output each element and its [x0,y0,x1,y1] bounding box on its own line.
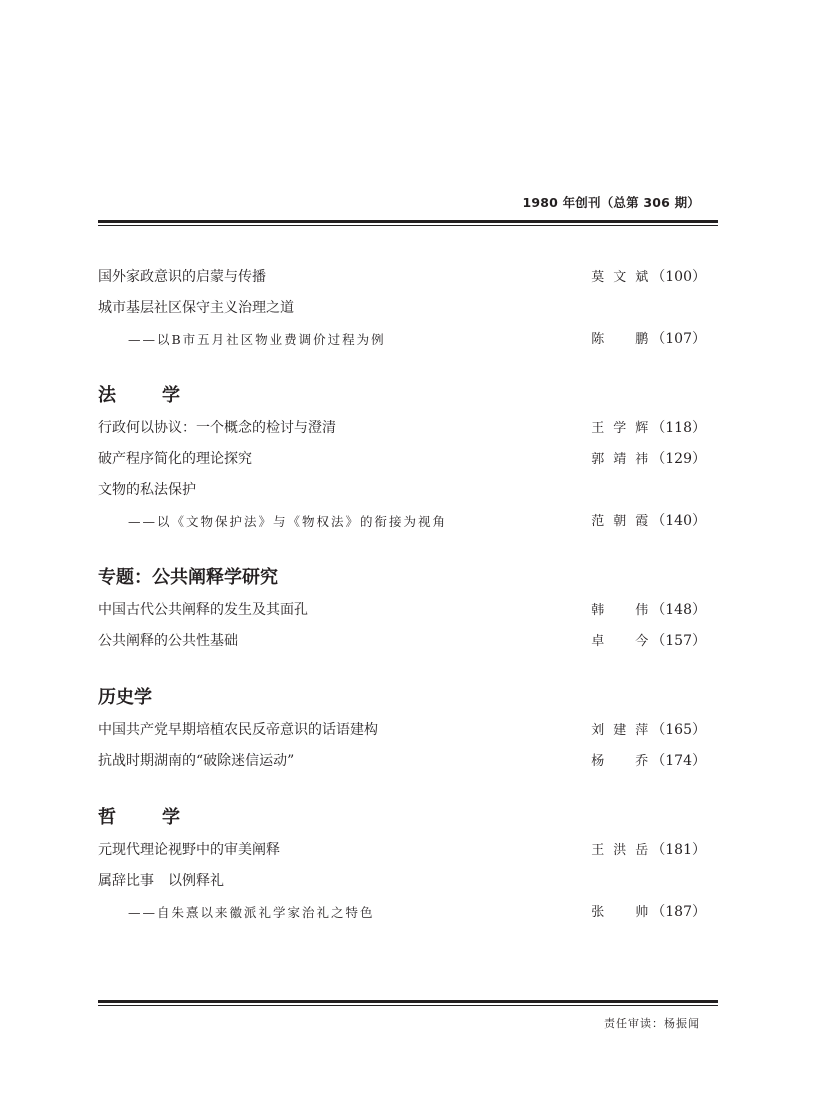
toc-section [98,805,706,928]
author-name: 王洪岳 [591,843,650,858]
author-name: 范朝霞 [591,514,650,529]
responsible-reviewer: 责任审读：杨振闻 [604,1017,700,1030]
article-subtitle: ——以《文物保护法》与《物权法》的衔接为视角 [128,514,448,529]
author-and-page [591,506,706,537]
toc-entry [98,413,706,444]
article-title: 中国共产党早期培植农民反帝意识的话语建构 [98,722,378,738]
author-and-page [591,324,706,355]
top-double-rule [98,220,718,226]
author-name: 杨 乔 [591,754,650,769]
section-heading: 哲 学 [98,807,194,828]
bottom-double-rule [98,1000,718,1006]
author-name: 莫文斌 [591,270,650,285]
author-name: 郭靖祎 [591,452,650,467]
toc-entry [98,866,706,897]
article-title: 国外家政意识的启蒙与传播 [98,269,266,285]
toc-entry [98,475,706,506]
toc-entry [98,444,706,475]
toc-entry [98,626,706,657]
toc-entry [98,897,706,928]
journal-founding-info: 1980 年创刊（总第 306 期） [522,195,700,210]
author-and-page [591,835,706,866]
article-title: 文物的私法保护 [98,482,196,498]
author-name: 韩 伟 [591,603,650,618]
author-name: 刘建萍 [591,723,650,738]
toc-entry [98,506,706,537]
article-title: 属辞比事 以例释礼 [98,873,224,889]
page-number: （165） [651,722,706,738]
toc-entry [98,746,706,777]
table-of-contents [98,262,706,928]
page-number: （157） [651,633,706,649]
page-number: （129） [651,451,706,467]
page-number: （140） [651,513,706,529]
page-number: （181） [651,842,706,858]
toc-section [98,565,706,657]
toc-entry [98,293,706,324]
article-title: 城市基层社区保守主义治理之道 [98,300,294,316]
toc-entry [98,715,706,746]
section-heading: 历史学 [98,687,152,708]
toc-entry [98,595,706,626]
author-name: 张 帅 [591,905,650,920]
article-title: 抗战时期湖南的“破除迷信运动” [98,753,295,769]
author-name: 王学辉 [591,421,650,436]
page-number: （100） [651,269,706,285]
article-title: 公共阐释的公共性基础 [98,633,238,649]
page-number: （187） [651,904,706,920]
page-number: （107） [651,331,706,347]
toc-section [98,685,706,777]
section-heading: 专题：公共阐释学研究 [98,567,278,588]
article-title: 行政何以协议：一个概念的检讨与澄清 [98,420,336,436]
author-and-page [591,897,706,928]
author-and-page [591,262,706,293]
author-and-page [591,595,706,626]
author-and-page [591,746,706,777]
section-heading: 法 学 [98,385,194,406]
article-title: 中国古代公共阐释的发生及其面孔 [98,602,308,618]
page-number: （174） [651,753,706,769]
page-number: （118） [651,420,706,436]
article-subtitle: ——以B市五月社区物业费调价过程为例 [128,332,386,347]
author-name: 卓 今 [591,634,650,649]
toc-entry [98,324,706,355]
article-title: 元现代理论视野中的审美阐释 [98,842,280,858]
toc-section [98,262,706,355]
author-name: 陈 鹏 [591,332,650,347]
toc-section [98,383,706,537]
toc-entry [98,835,706,866]
author-and-page [591,626,706,657]
author-and-page [591,413,706,444]
article-subtitle: ——自朱熹以来徽派礼学家治礼之特色 [128,905,375,920]
article-title: 破产程序简化的理论探究 [98,451,252,467]
author-and-page [591,444,706,475]
author-and-page [591,715,706,746]
toc-entry [98,262,706,293]
page-number: （148） [651,602,706,618]
